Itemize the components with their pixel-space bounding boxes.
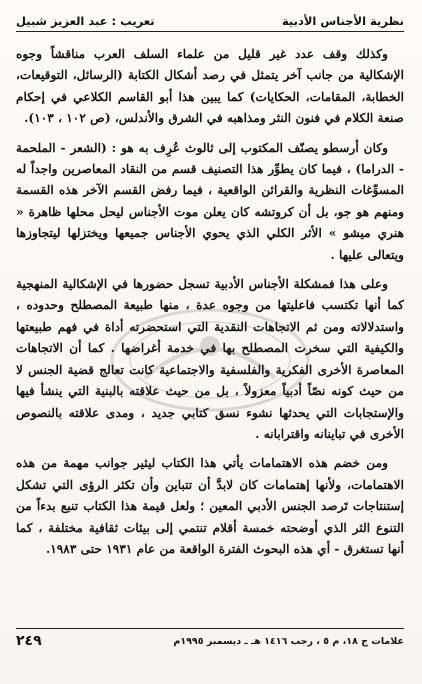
paragraph-4: ومن خضم هذه الاهتمامات يأتي هذا الكتاب ليثير جوانب مهمة من هذه الاهتمامات، ولأنها إهتمامات كان لابدَّ أن تتباين وأن تكثر الرؤى التي تشكل إستنتاجات تَرصد الجنس الأدبي المعين ؛ ولعل قيمة هذا الكتاب تنبع بدءاً من التنوع الثر الذي أوضحته خمسة أقلام تنتمي إلى بيئات ثقافية مختلفة ، كما أنها تستغرق - أي هذه البحوث الفترة الواقعة من عام ١٩٣١ حتى ١٩٨٣. — [16, 456, 404, 556]
paragraph-1: وكذلك وقف عدد غير قليل من علماء السلف العرب مناقشاً وجوه الإشكالية من جانب آخر يتمثل في رصد أشكال الكتابة (الرسائل، التوقيعات، الخطابة، المقامات، الحكايات) كما يبين هذا أبو القاسم الكلاعي في إحكام صنعة الكلام في فنون النثر ومذاهبه في الشرق والأندلس، (ص ١٠٢ ، ١٠٣). — [16, 47, 404, 126]
book-title: نظرية الأجناس الأدبية — [281, 14, 404, 28]
footer-rule — [16, 628, 404, 629]
page-footer — [16, 632, 404, 650]
journal-info: علامات ج ١٨، م ٥ ، رجب ١٤١٦ هـ ـ ديسمبر ١٩٩٥م — [173, 635, 404, 647]
page-number: ٢٤٩ — [16, 633, 42, 649]
running-header — [16, 6, 404, 28]
translator-credit: تعريب : عبد العزيز شبيل — [16, 14, 155, 28]
header-rule — [16, 31, 404, 32]
body-text — [16, 44, 404, 560]
paragraph-2: وكان أرسطو يصنّف المكتوب إلى ثالوث عُرِف به هو : (الشعر - الملحمة - الدراما) ، فيما كان يطوِّر هذا التصنيف قسم من النقاد المعاصرين واجداً له المسوِّغات النظرية والقرائن الواقعية ، فيما رفض القسم الآخر هذه القسمة ومنهم هو جو، بل أن كروتشه كان يعلن موت الأجناس ليحل محلها ظاهرة « هنري ميشو » الأثر الكلي الذي يحوي الأجناس جميعها ويختزلها ليتجاوزها ويتعالى عليها . — [16, 140, 404, 262]
paragraph-3: وعلى هذا فمشكلة الأجناس الأدبية تسجل حضورها في الإشكالية المنهجية كما أنها تكتسب فاعليتها من وجوه عدة ، منها طبيعة المصطلح وحدوده ، واستدلالاته ومن ثم الاتجاهات النقدية التي استحضرته أداة في فهم طبيعتها والكيفية التي سخرت المصطلح بها في خدمة أغراضها . كما أن الاتجاهات المعاصرة الأخرى الفكرية والفلسفية والاجتماعية كانت تعالج قضية الجنس لا من حيث كونه نصّاً أدبياً معزولاً ، بل من حيث علاقته بالبنية التي ينشأ فيها والإستجابات التي يحدثها نشوء نسق كتابي جديد ، ومدى علاقته بالنصوص الأخرى في تباينانه واقترابانه . — [16, 277, 404, 441]
